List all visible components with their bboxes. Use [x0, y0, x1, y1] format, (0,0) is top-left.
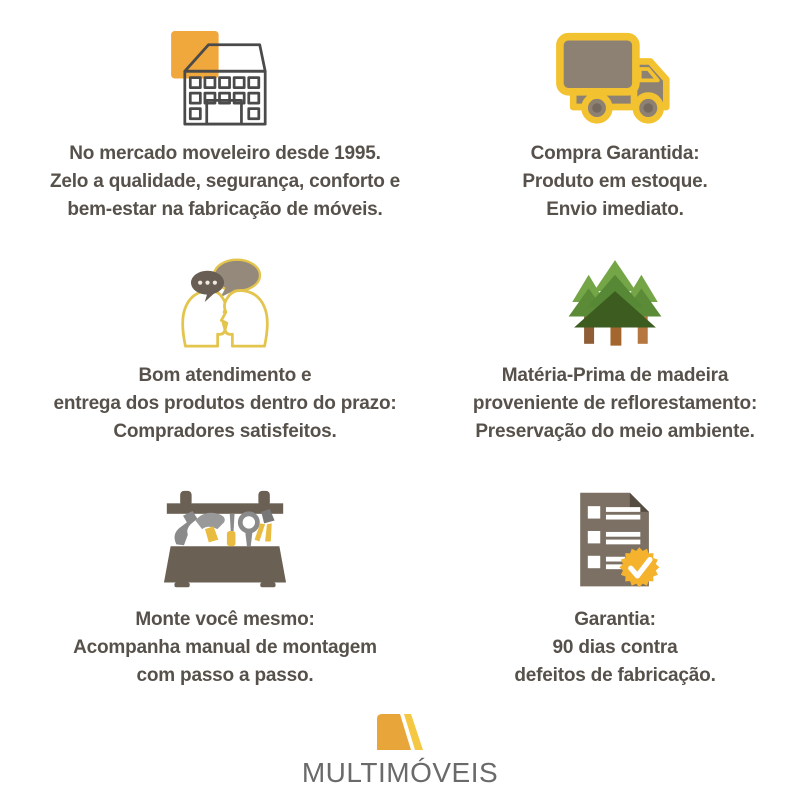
- pine-trees-icon: [565, 256, 665, 348]
- feature-line: entrega dos produtos dentro do prazo:: [53, 393, 397, 414]
- feature-line: defeitos de fabricação.: [514, 665, 716, 686]
- feature-line: Preservação do meio ambiente.: [475, 421, 755, 442]
- feature-text: [50, 140, 400, 224]
- feature-text: [522, 140, 707, 224]
- feature-text: [53, 362, 396, 446]
- feature-line: Zelo a qualidade, segurança, conforto e: [49, 171, 401, 192]
- feature-line: proveniente de reflorestamento:: [472, 393, 758, 414]
- feature-text: [473, 362, 757, 446]
- feature-line: Compradores satisfeitos.: [113, 421, 337, 442]
- feature-heritage: [10, 0, 440, 246]
- feature-sustainable-wood: [440, 246, 790, 484]
- conversation-heads-icon: [174, 256, 276, 348]
- feature-text: [514, 606, 715, 690]
- feature-line: Compra Garantida:: [530, 143, 700, 164]
- feature-line: No mercado moveleiro desde 1995.: [69, 143, 381, 164]
- factory-building-icon: [166, 31, 284, 126]
- feature-line: Produto em estoque.: [522, 171, 708, 192]
- feature-customer-service: [10, 246, 440, 484]
- warranty-document-icon: [563, 488, 668, 592]
- feature-line: Acompanha manual de montagem: [73, 637, 377, 658]
- check-badge: [619, 547, 659, 587]
- feature-text: [73, 606, 377, 690]
- brand-logo: [0, 716, 800, 789]
- delivery-truck-icon: [552, 31, 678, 126]
- feature-warranty: [440, 484, 790, 716]
- feature-self-assembly: [10, 484, 440, 716]
- feature-line: Matéria-Prima de madeira: [501, 365, 729, 386]
- feature-line: Envio imediato.: [546, 199, 684, 220]
- brand-name: MULTIMÓVEIS: [301, 757, 499, 788]
- feature-guaranteed-purchase: [440, 0, 790, 246]
- feature-line: Bom atendimento e: [138, 365, 312, 386]
- feature-line: Monte você mesmo:: [135, 609, 315, 630]
- multimoveis-logo-icon: [377, 714, 423, 755]
- feature-line: bem-estar na fabricação de móveis.: [67, 199, 383, 220]
- feature-line: com passo a passo.: [136, 665, 314, 686]
- feature-line: 90 dias contra: [552, 637, 678, 658]
- toolbox-icon: [163, 488, 287, 592]
- feature-line: Garantia:: [574, 609, 656, 630]
